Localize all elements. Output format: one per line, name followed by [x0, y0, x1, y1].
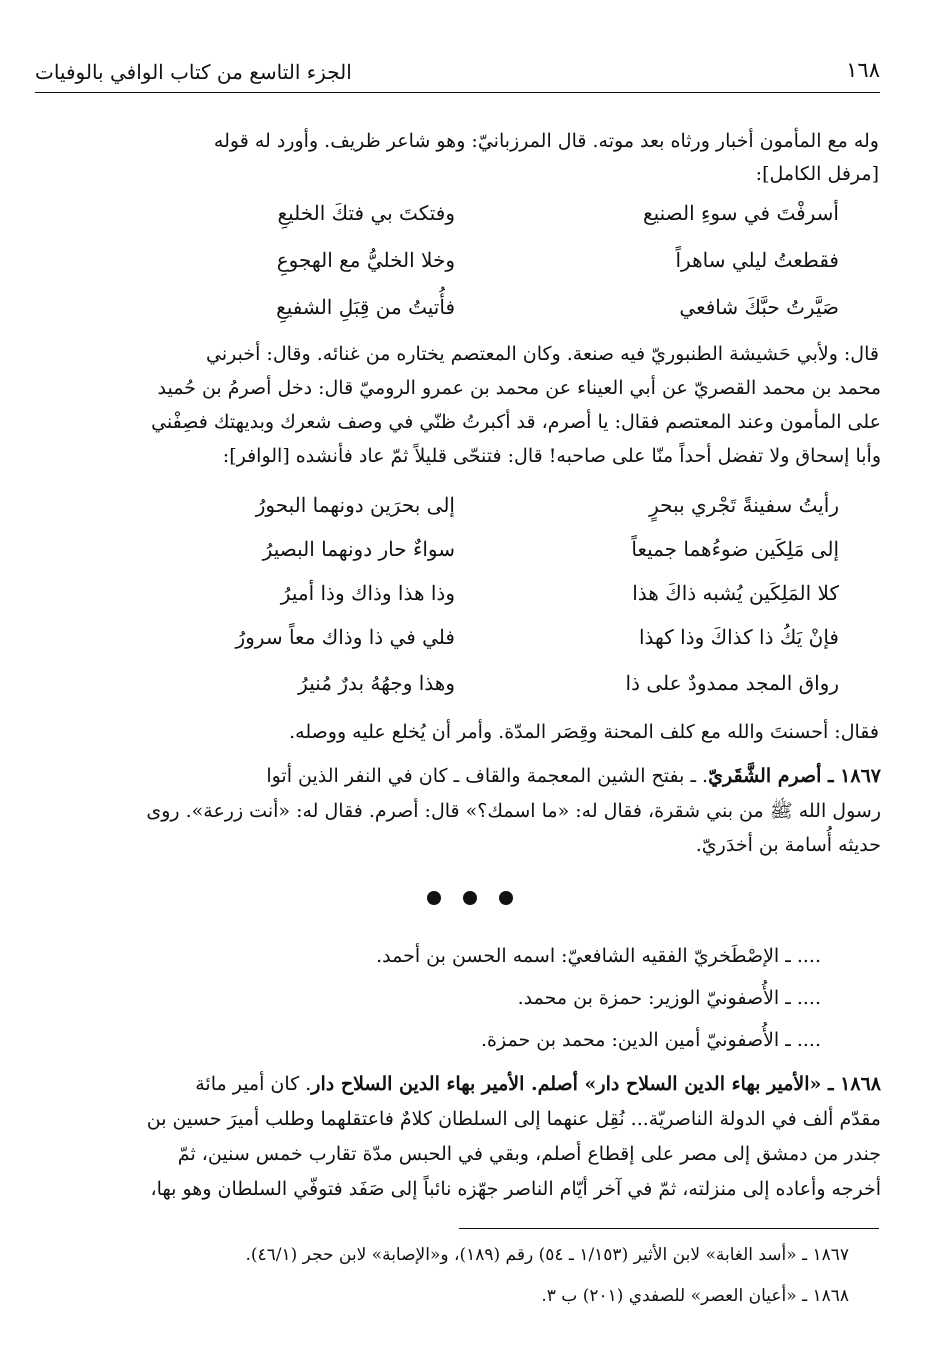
verse-2-hemistich-a: فقطعتُ ليلي ساهراً: [675, 248, 839, 272]
separator-dot: [499, 891, 513, 905]
para1-line-4: وأبا إسحاق ولا تفضل أحداً منّا على صاحبه! قال: فتنحّى قليلاً ثمّ عاد فأنشده [الوافر]:: [222, 445, 881, 467]
entry-1868-line-1: [195, 1070, 881, 1098]
poem2-verse-2-a: إلى مَلِكَين ضوءُهما جميعاً: [631, 537, 839, 561]
verse-3-hemistich-a: صَيَّرتُ حبَّكَ شافعي: [679, 295, 839, 319]
poem2-verse-4-b: فلي في ذا وذاك معاً سرورُ: [235, 625, 455, 649]
poem2-verse-1-b: إلى بحرَين دونهما البحورُ: [255, 493, 455, 517]
poem2-verse-3-b: وذا هذا وذاك وذا أميرُ: [280, 581, 455, 605]
entry-1867-line-3: حديثه أُسامة بن أخدَريّ.: [695, 834, 881, 856]
verse-1-hemistich-a: أسرفْتَ في سوءِ الصنيع: [642, 201, 839, 225]
entry-1868-line-4: أخرجه وأعاده إلى منزلته، ثمّ في آخر أيّام الناصر جهّزه نائباً إلى صَفَد فتوفّي السلطان وهو بها،: [150, 1178, 881, 1200]
separator-dot: [427, 891, 441, 905]
entry-1867-heading: ١٨٦٧ ـ أصرم الشَّقَريّ: [708, 765, 881, 787]
entry-1868-heading: ١٨٦٨ ـ «الأمير بهاء الدين السلاح دار» أصلم. الأمير بهاء الدين السلاح دار: [311, 1073, 881, 1095]
poem2-verse-5-b: وهذا وجهُهُ بدرٌ مُنيرُ: [298, 671, 455, 695]
page-header: [35, 58, 880, 93]
footnote-1868: ١٨٦٨ ـ «أعيان العصر» للصفدي (٢٠١) ب ٣.: [541, 1286, 849, 1306]
cross-ref-1: .... ـ الإصْطَخريّ الفقيه الشافعيّ: اسمه الحسن بن أحمد.: [376, 945, 821, 967]
poem2-verse-3-a: كلا المَلِكَين يُشبه ذاكَ هذا: [632, 581, 839, 605]
entry-1868-line-1-text: . كان أمير مائة: [195, 1073, 312, 1095]
entry-1867-line-1-text: . ـ بفتح الشين المعجمة والقاف ـ كان في النفر الذين أتوا: [266, 765, 709, 787]
poem2-verse-5-a: رواق المجد ممدودٌ على ذا: [625, 671, 839, 695]
verse-3-hemistich-b: فأُتيتُ من قِبَلِ الشفيعِ: [276, 295, 455, 319]
intro-line-1: وله مع المأمون أخبار ورثاه بعد موته. قال المرزبانيّ: وهو شاعر ظريف. وأورد له قوله: [213, 130, 879, 152]
entry-1868-line-3: جندر من دمشق إلى مصر على إقطاع أصلم، وبقي في الحبس مدّة تقارب خمس سنين، ثمّ: [177, 1143, 881, 1165]
poem2-verse-1-a: رأيتُ سفينةً تَجْري ببحرٍ: [649, 493, 839, 517]
para1-line-1: قال: ولأبي حَشيشة الطنبوريّ فيه صنعة. وكان المعتصم يختاره من غنائه. وقال: أخبرني: [206, 343, 879, 365]
entry-1868-line-2: مقدّم ألف في الدولة الناصريّة... نُقِل عنهما إلى السلطان كلامٌ فاعتقلهما وطلب أميرَ حسين بن: [146, 1108, 881, 1130]
cross-ref-3: .... ـ الأُصفونيّ أمين الدين: محمد بن حمزة.: [480, 1029, 821, 1051]
closing-line: فقال: أحسنتَ والله مع كلف المحنة وقِصَر المدّة. وأمر أن يُخلع عليه ووصله.: [289, 721, 879, 743]
page-number: ١٦٨: [846, 58, 880, 82]
cross-ref-2: .... ـ الأُصفونيّ الوزير: حمزة بن محمد.: [517, 987, 821, 1009]
intro-line-2: [مرفل الكامل]:: [755, 163, 879, 185]
running-title: الجزء التاسع من كتاب الوافي بالوفيات: [35, 60, 352, 84]
para1-line-2: محمد بن محمد القصريّ عن أبي العيناء عن محمد بن عمرو الروميّ قال: دخل أصرمُ بن حُميد: [157, 377, 881, 399]
para1-line-3: على المأمون وعند المعتصم فقال: يا أصرم، قد أكبرتُ ظنّي في وصف شعرك وبديهتك فصِفْني: [151, 411, 881, 433]
verse-2-hemistich-b: وخلا الخليُّ مع الهجوعِ: [276, 248, 455, 272]
entry-1867-line-2: رسول الله ﷺ من بني شقرة، فقال له: «ما اسمك؟» قال: أصرم. فقال له: «أنت زرعة». روى: [146, 800, 881, 822]
entry-1867-line-1: [266, 762, 881, 790]
separator-dot: [463, 891, 477, 905]
poem2-verse-2-b: سواءٌ حار دونهما البصيرُ: [262, 537, 455, 561]
poem2-verse-4-a: فإنْ يَكُ ذا كذاكَ وذا كهذا: [639, 625, 839, 649]
verse-1-hemistich-b: وفتكتَ بي فتكَ الخليعِ: [277, 201, 455, 225]
footnote-1867: ١٨٦٧ ـ «أسد الغابة» لابن الأثير (١/١٥٣ ـ ٥٤) رقم (١٨٩)، و«الإصابة» لابن حجر (٤٦/١).: [245, 1245, 849, 1265]
footnote-separator: [459, 1228, 879, 1229]
section-separator: [0, 890, 939, 909]
